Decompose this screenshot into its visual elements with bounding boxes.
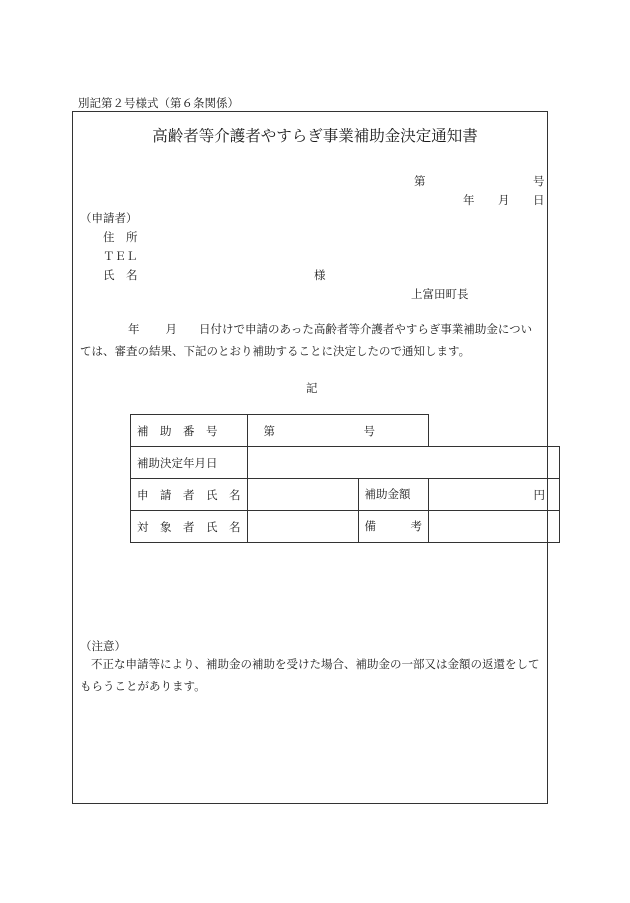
form-label: 別記第２号様式（第６条関係）	[78, 96, 239, 110]
body-line2: ては、審査の結果、下記のとおり補助することに決定したので通知します。	[80, 344, 471, 358]
remarks-value	[429, 511, 560, 543]
honorific: 様	[314, 268, 326, 282]
date-month: 月	[498, 193, 510, 207]
amount-value	[429, 479, 560, 511]
subject-name-value	[248, 511, 359, 542]
amount-label: 補助金額	[364, 487, 411, 501]
name-label: 氏 名	[103, 268, 138, 282]
note-heading: （注意）	[80, 639, 126, 653]
issuer: 上富田町長	[411, 287, 469, 301]
note-line1: 不正な申請等により、補助金の補助を受けた場合、補助金の一部又は金額の返還をして	[91, 657, 540, 671]
details-table	[130, 414, 560, 543]
amount-unit: 円	[533, 487, 545, 502]
body-line1: 日付けで申請のあった高齢者等介護者やすらぎ事業補助金につい	[199, 322, 533, 336]
note-line2: もらうことがあります。	[80, 679, 206, 693]
number-label: 補 助 番 号	[131, 415, 248, 447]
doc-number-prefix: 第	[414, 174, 426, 188]
date-day: 日	[533, 193, 545, 207]
doc-number-suffix: 号	[533, 174, 545, 188]
remarks-label: 備 考	[364, 519, 422, 533]
document-title: 高齢者等介護者やすらぎ事業補助金決定通知書	[152, 127, 478, 145]
address-label: 住 所	[103, 230, 138, 244]
body-month: 月	[165, 322, 177, 336]
number-prefix: 第	[263, 423, 275, 438]
tel-label: ＴＥＬ	[103, 249, 138, 263]
date-year: 年	[463, 193, 475, 207]
number-cell	[247, 415, 429, 447]
applicant-name-value	[248, 479, 359, 510]
ki-heading: 記	[306, 381, 318, 395]
body-year: 年	[128, 322, 140, 336]
applicant-heading: （申請者）	[80, 211, 138, 225]
note-paragraph	[80, 653, 546, 697]
date-value	[247, 447, 560, 479]
date-label: 補助決定年月日	[131, 447, 248, 479]
number-suffix: 号	[363, 423, 375, 438]
body-paragraph	[80, 318, 546, 362]
applicant-name-label: 申 請 者 氏 名	[131, 479, 248, 511]
subject-name-label: 対 象 者 氏 名	[131, 511, 248, 543]
